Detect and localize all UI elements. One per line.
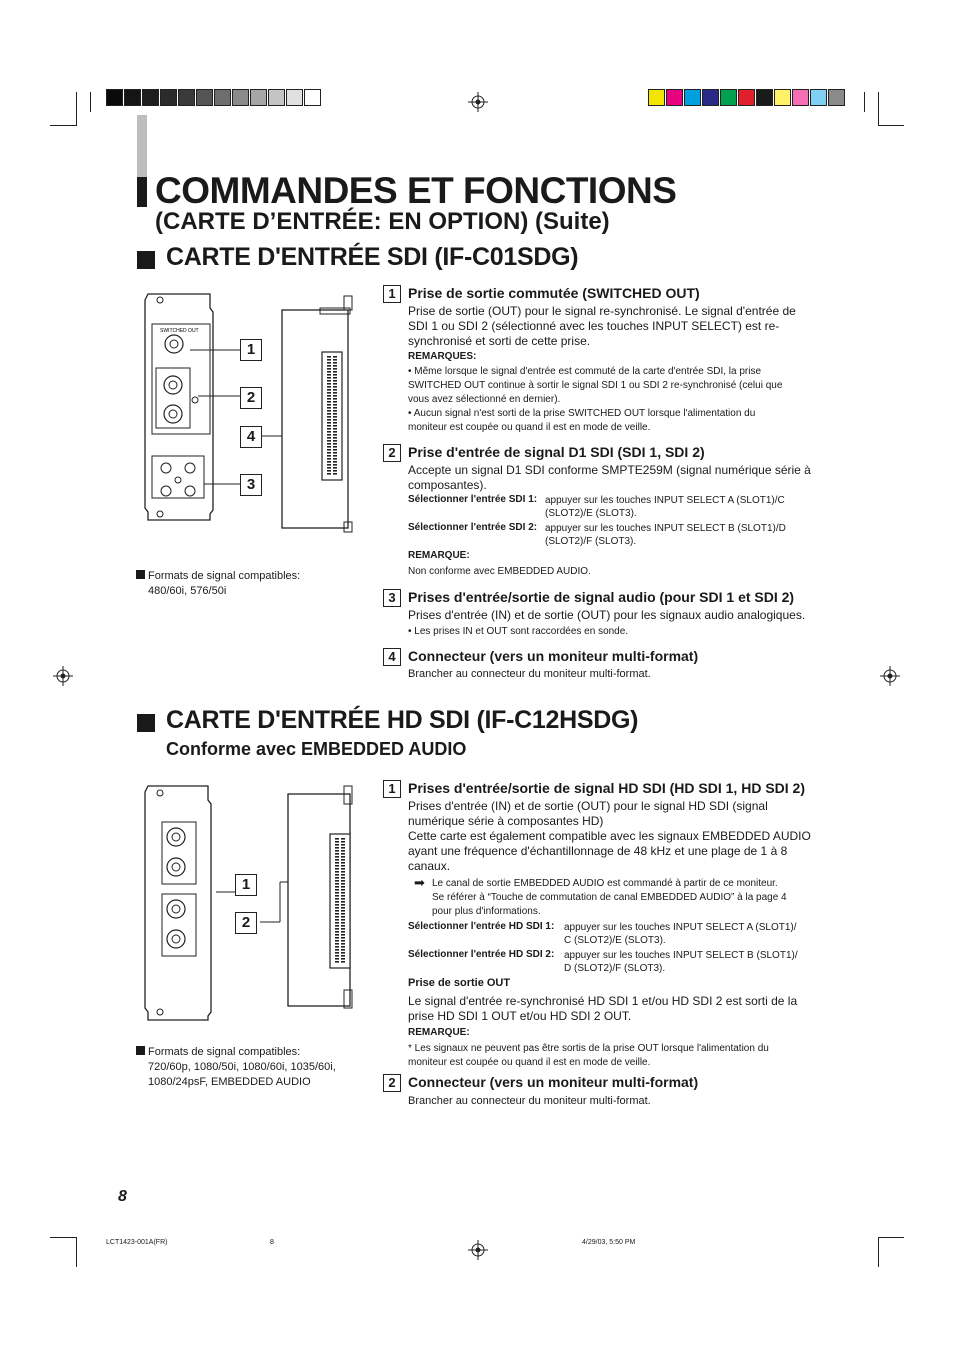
connector-pin (341, 862, 345, 864)
crop-mark (50, 1237, 76, 1238)
connector-pin (333, 365, 337, 367)
item-title: Prise d'entrée de signal D1 SDI (SDI 1, SDI 2) (408, 444, 705, 460)
connector-pin (341, 904, 345, 906)
connector-pin (327, 401, 331, 403)
connector-pin (327, 377, 331, 379)
connector-pin (327, 359, 331, 361)
calibration-swatch (810, 89, 827, 106)
calibration-swatch (720, 89, 737, 106)
connector-pin (341, 922, 345, 924)
connector-pin (333, 425, 337, 427)
remark-label: REMARQUE: (408, 550, 470, 561)
item-title: Connecteur (vers un moniteur multi-format) (408, 648, 699, 664)
connector-pin (341, 925, 345, 927)
connector-pin (335, 883, 339, 885)
connector-pin (341, 880, 345, 882)
connector-pin (327, 446, 331, 448)
connector-pin (333, 404, 337, 406)
calibration-swatch (828, 89, 845, 106)
connector-pin (341, 844, 345, 846)
connector-pin (333, 437, 337, 439)
connector-pin (341, 889, 345, 891)
connector-pin (327, 422, 331, 424)
connector-pin (327, 419, 331, 421)
connector-pin (333, 431, 337, 433)
connector-pin (327, 434, 331, 436)
connector-pin (341, 871, 345, 873)
footer-timestamp: 4/29/03, 5:50 PM (582, 1239, 636, 1246)
connector-pin (333, 473, 337, 475)
select-label: Sélectionner l'entrée HD SDI 2: (408, 949, 555, 960)
connector-pin (341, 916, 345, 918)
remarks-label: REMARQUES: (408, 351, 477, 362)
connector-pin (333, 470, 337, 472)
connector-pin (341, 961, 345, 963)
connector-pin (335, 949, 339, 951)
section1-title: CARTE D'ENTRÉE SDI (IF-C01SDG) (166, 243, 579, 271)
calibration-swatch (738, 89, 755, 106)
item-number-box: 1 (383, 285, 401, 303)
connector-pin (335, 913, 339, 915)
connector-pin (327, 383, 331, 385)
registration-mark-icon (880, 666, 900, 686)
connector-pin (341, 919, 345, 921)
hd-sdi-card-diagram (130, 782, 370, 1032)
connector-pin (333, 440, 337, 442)
connector-pin (335, 904, 339, 906)
calibration-swatch (160, 89, 177, 106)
calibration-swatch (666, 89, 683, 106)
footer-page: 8 (270, 1239, 274, 1246)
page-title: COMMANDES ET FONCTIONS (155, 170, 677, 211)
connector-pin (327, 443, 331, 445)
connector-pin (341, 883, 345, 885)
connector-pin (333, 413, 337, 415)
registration-mark-icon (468, 92, 488, 112)
connector-pin (335, 946, 339, 948)
calibration-swatch (268, 89, 285, 106)
connector-pin (341, 868, 345, 870)
connector-pin (335, 928, 339, 930)
calibration-swatch (702, 89, 719, 106)
connector-pin (333, 407, 337, 409)
calibration-swatch (304, 89, 321, 106)
connector-pin (335, 934, 339, 936)
connector-pin (341, 850, 345, 852)
item-note: • Les prises IN et OUT sont raccordées en sonde. (408, 626, 629, 637)
connector-pin (341, 958, 345, 960)
calibration-swatch (214, 89, 231, 106)
calibration-swatch (792, 89, 809, 106)
select-label: Sélectionner l'entrée SDI 1: (408, 494, 538, 505)
connector-pin (341, 949, 345, 951)
callout-1: 1 (235, 874, 257, 896)
connector-pin (335, 907, 339, 909)
connector-pin (327, 440, 331, 442)
connector-pin (335, 853, 339, 855)
connector-pin (335, 877, 339, 879)
connector-pin (333, 377, 337, 379)
connector-pin (327, 371, 331, 373)
connector-pin (335, 886, 339, 888)
item-title: Prises d'entrée/sortie de signal HD SDI (HD SDI 1, HD SDI 2) (408, 780, 805, 796)
connector-pin (341, 874, 345, 876)
crop-mark (878, 1237, 904, 1238)
out-label: Prise de sortie OUT (408, 977, 511, 989)
connector-pin (327, 473, 331, 475)
connector-pin (333, 356, 337, 358)
calibration-swatch (232, 89, 249, 106)
connector-pin (341, 853, 345, 855)
arrow-note: Le canal de sortie EMBEDDED AUDIO est commandé à partir de ce moniteur. Se référer à “Touche de commutation de canal EMBEDDED AUDIO” à la page 4 pour plus d'informations. (432, 878, 787, 917)
crop-mark (878, 125, 904, 126)
connector-pin (333, 428, 337, 430)
connector-pin (341, 937, 345, 939)
connector-pin (341, 940, 345, 942)
gray-calibration-bar (106, 89, 322, 106)
connector-pin (335, 919, 339, 921)
header-black-bar (137, 177, 147, 207)
select-value: appuyer sur les touches INPUT SELECT A (SLOT1)/C (SLOT2)/E (SLOT3). (545, 495, 785, 519)
item-number-box: 2 (383, 444, 401, 462)
calibration-swatch (286, 89, 303, 106)
connector-pin (327, 404, 331, 406)
page-subtitle: (CARTE D’ENTRÉE: EN OPTION) (Suite) (155, 208, 610, 235)
connector-pin (333, 386, 337, 388)
item-title: Prise de sortie commutée (SWITCHED OUT) (408, 285, 700, 301)
registration-mark-icon (468, 1240, 488, 1260)
connector-pin (327, 425, 331, 427)
connector-pin (341, 913, 345, 915)
connector-pin (341, 934, 345, 936)
connector-pin (335, 838, 339, 840)
connector-pin (327, 452, 331, 454)
connector-pin (341, 952, 345, 954)
select-value: appuyer sur les touches INPUT SELECT B (SLOT1)/ D (SLOT2)/F (SLOT3). (564, 950, 798, 974)
connector-pin (327, 365, 331, 367)
connector-pin (327, 467, 331, 469)
connector-pin (335, 901, 339, 903)
connector-pin (333, 371, 337, 373)
connector-pin (333, 410, 337, 412)
color-calibration-bar (648, 89, 846, 106)
connector-pin (327, 362, 331, 364)
calibration-swatch (774, 89, 791, 106)
callout-1: 1 (240, 339, 262, 361)
callout-2: 2 (235, 912, 257, 934)
connector-pin (327, 380, 331, 382)
connector-pin (327, 455, 331, 457)
connector-pin (335, 859, 339, 861)
connector-pin (333, 449, 337, 451)
connector-pin (341, 901, 345, 903)
connector-pin (341, 931, 345, 933)
connector-pin (341, 886, 345, 888)
connector-pin (327, 413, 331, 415)
calibration-swatch (124, 89, 141, 106)
item-description: Prises d'entrée (IN) et de sortie (OUT) pour les signaux audio analogiques. (408, 608, 806, 622)
crop-mark (878, 1237, 879, 1267)
calibration-swatch (648, 89, 665, 106)
footer-doc-code: LCT1423-001A(FR) (106, 1239, 168, 1246)
connector-pin (335, 958, 339, 960)
connector-pin (335, 940, 339, 942)
crop-mark (878, 92, 879, 126)
connector-pin (333, 419, 337, 421)
connector-pin (333, 416, 337, 418)
connector-pin (341, 847, 345, 849)
connector-pin (333, 395, 337, 397)
item-title: Connecteur (vers un moniteur multi-format) (408, 1074, 699, 1090)
connector-pin (327, 458, 331, 460)
connector-pin (327, 386, 331, 388)
section-bullet (137, 714, 155, 732)
calibration-swatch (196, 89, 213, 106)
callout-2: 2 (240, 387, 262, 409)
section2-subtitle: Conforme avec EMBEDDED AUDIO (166, 739, 467, 759)
select-label: Sélectionner l'entrée HD SDI 1: (408, 921, 555, 932)
item-description: Prises d'entrée (IN) et de sortie (OUT) pour le signal HD SDI (signal numérique série à composantes HD) Cette carte est également compatible avec les signaux EMBEDDED AUDIO ayant une fréquence d'échantillonnage de 48 kHz et une plage de 1 à 8 canaux. (408, 799, 811, 873)
section2-formats: Formats de signal compatibles: 720/60p, 1080/50i, 1080/60i, 1035/60i, 1080/24psF, EMBEDDED AUDIO (136, 1045, 336, 1090)
connector-pin (335, 865, 339, 867)
connector-pin (327, 464, 331, 466)
calibration-swatch (684, 89, 701, 106)
connector-pin (335, 889, 339, 891)
item-title: Prises d'entrée/sortie de signal audio (pour SDI 1 et SDI 2) (408, 589, 795, 605)
item-number-box: 4 (383, 648, 401, 666)
registration-mark-icon (53, 666, 73, 686)
connector-pin (335, 856, 339, 858)
remark-label: REMARQUE: (408, 1027, 470, 1038)
connector-pin (335, 910, 339, 912)
connector-pin (335, 847, 339, 849)
calibration-swatch (756, 89, 773, 106)
connector-pin (327, 398, 331, 400)
connector-pin (341, 892, 345, 894)
connector-pin (333, 467, 337, 469)
crop-mark (864, 92, 865, 112)
connector-pin (327, 407, 331, 409)
connector-pin (335, 922, 339, 924)
connector-pin (335, 961, 339, 963)
remark-text: Non conforme avec EMBEDDED AUDIO. (408, 566, 591, 577)
connector-pin (327, 392, 331, 394)
out-description: Le signal d'entrée re-synchronisé HD SDI 1 et/ou HD SDI 2 est sorti de la prise HD SDI 1 OUT et/ou HD SDI 2 OUT. (408, 994, 798, 1023)
select-label: Sélectionner l'entrée SDI 2: (408, 522, 538, 533)
connector-pin (333, 401, 337, 403)
connector-pin (327, 356, 331, 358)
connector-pin (327, 389, 331, 391)
connector-pin (327, 416, 331, 418)
connector-pin (327, 395, 331, 397)
connector-pin (341, 943, 345, 945)
connector-pin (333, 392, 337, 394)
connector-pin (335, 862, 339, 864)
connector-pin (333, 362, 337, 364)
connector-pin (335, 871, 339, 873)
connector-pin (333, 359, 337, 361)
calibration-swatch (142, 89, 159, 106)
connector-pin (333, 443, 337, 445)
crop-mark (50, 125, 76, 126)
connector-pin (333, 461, 337, 463)
connector-pin (333, 383, 337, 385)
connector-pin (335, 850, 339, 852)
connector-pin (333, 398, 337, 400)
crop-mark (76, 92, 77, 126)
item-number-box: 2 (383, 1074, 401, 1092)
connector-pin (327, 410, 331, 412)
connector-pin (333, 446, 337, 448)
callout-4: 4 (240, 426, 262, 448)
crop-mark (76, 1237, 77, 1267)
crop-mark (90, 92, 91, 112)
item-number-box: 1 (383, 780, 401, 798)
connector-pin (335, 841, 339, 843)
connector-pin (341, 898, 345, 900)
item-description: Accepte un signal D1 SDI conforme SMPTE259M (signal numérique série à composantes). (408, 463, 811, 492)
connector-pin (341, 865, 345, 867)
connector-pin (341, 859, 345, 861)
connector-pin (333, 434, 337, 436)
connector-pin (335, 925, 339, 927)
connector-pin (333, 458, 337, 460)
connector-pin (327, 428, 331, 430)
section1-formats: Formats de signal compatibles: 480/60i, 576/50i (136, 569, 300, 599)
callout-3: 3 (240, 474, 262, 496)
connector-pin (327, 461, 331, 463)
item-description: Brancher au connecteur du moniteur multi-format. (408, 1095, 651, 1107)
connector-pin (341, 928, 345, 930)
page-number: 8 (118, 1188, 127, 1205)
connector-pin (335, 880, 339, 882)
connector-pin (333, 455, 337, 457)
section2-title: CARTE D'ENTRÉE HD SDI (IF-C12HSDG) (166, 706, 639, 734)
connector-pin (341, 841, 345, 843)
connector-pin (341, 955, 345, 957)
connector-pin (335, 844, 339, 846)
connector-pin (335, 937, 339, 939)
connector-pin (327, 368, 331, 370)
connector-pin (341, 907, 345, 909)
connector-pin (335, 868, 339, 870)
connector-pin (341, 877, 345, 879)
connector-pin (335, 874, 339, 876)
item-number-box: 3 (383, 589, 401, 607)
connector-pin (335, 895, 339, 897)
connector-pin (327, 449, 331, 451)
connector-pin (335, 931, 339, 933)
connector-pin (333, 452, 337, 454)
connector-pin (335, 955, 339, 957)
connector-pin (327, 374, 331, 376)
connector-pin (335, 916, 339, 918)
connector-pin (341, 946, 345, 948)
sdi-card-diagram (130, 288, 370, 538)
connector-pin (333, 422, 337, 424)
arrow-right-icon: ➡ (414, 875, 425, 890)
item-description: Brancher au connecteur du moniteur multi-format. (408, 668, 651, 680)
calibration-swatch (250, 89, 267, 106)
section-bullet (137, 251, 155, 269)
calibration-swatch (106, 89, 123, 106)
switched-out-label: SWITCHED OUT (160, 328, 199, 334)
connector-pin (333, 464, 337, 466)
connector-pin (341, 910, 345, 912)
connector-pin (333, 368, 337, 370)
connector-pin (335, 943, 339, 945)
connector-pin (341, 895, 345, 897)
select-value: appuyer sur les touches INPUT SELECT B (SLOT1)/D (SLOT2)/F (SLOT3). (545, 523, 786, 547)
calibration-swatch (178, 89, 195, 106)
connector-pin (341, 856, 345, 858)
remarks-list: • Même lorsque le signal d'entrée est commuté de la carte d'entrée SDI, la prise SWITCHED OUT continue à sortir le signal SDI 1 ou SDI 2 re-synchronisé (celui que vous avez sélectionné en dernier). • Aucun signal n'est sorti de la prise SWITCHED OUT lorsque l'alimentation du moniteur est coupée ou quand il est en mode de veille. (408, 366, 783, 433)
connector-pin (335, 892, 339, 894)
connector-pin (327, 431, 331, 433)
connector-pin (327, 437, 331, 439)
item-description: Prise de sortie (OUT) pour le signal re-synchronisé. Le signal d'entrée de SDI 1 ou SDI 2 (sélectionné avec les touches INPUT SELECT) est re- synchronisé et sorti de cette prise. (408, 304, 796, 348)
connector-pin (335, 952, 339, 954)
connector-pin (327, 470, 331, 472)
connector-pin (341, 838, 345, 840)
connector-pin (333, 374, 337, 376)
connector-pin (333, 389, 337, 391)
connector-pin (333, 380, 337, 382)
connector-pin (335, 898, 339, 900)
remark-text: * Les signaux ne peuvent pas être sortis de la prise OUT lorsque l'alimentation du moniteur est coupée ou quand il est en mode de veille. (408, 1043, 769, 1068)
select-value: appuyer sur les touches INPUT SELECT A (SLOT1)/ C (SLOT2)/E (SLOT3). (564, 922, 797, 946)
